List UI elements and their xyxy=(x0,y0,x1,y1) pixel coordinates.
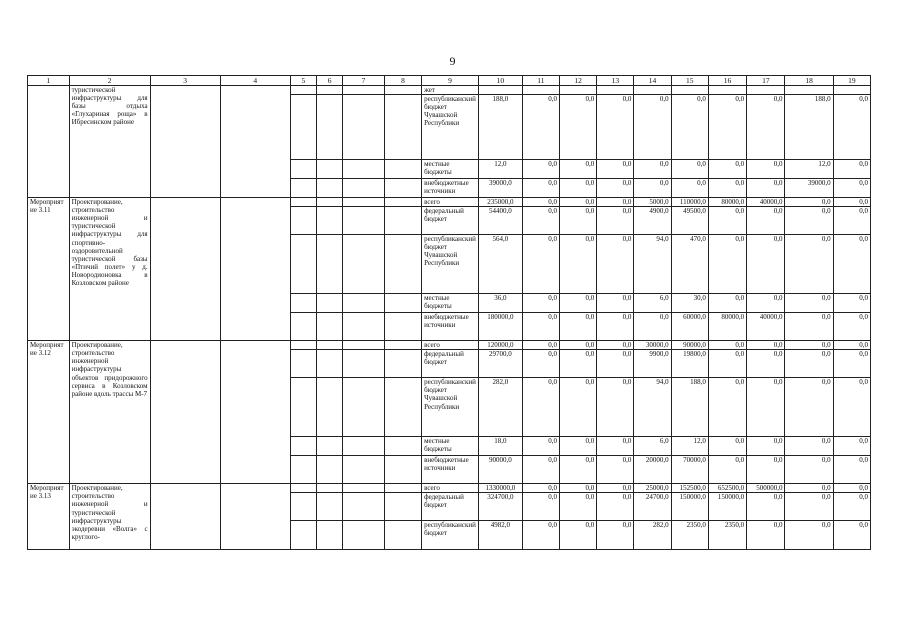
amount-cell: 324700,0 xyxy=(478,493,522,521)
code-cell xyxy=(290,207,316,235)
amount-cell: 90000,0 xyxy=(671,341,708,350)
funding-source: республиканский бюджет Чувашской Республики xyxy=(422,235,479,294)
column-3-cell xyxy=(150,341,220,484)
amount-cell: 0,0 xyxy=(747,378,785,437)
code-cell xyxy=(343,493,385,521)
amount-cell: 0,0 xyxy=(708,456,746,484)
amount-cell: 0,0 xyxy=(597,207,634,235)
amount-cell: 282,0 xyxy=(478,378,522,437)
budget-table xyxy=(27,75,871,550)
amount-cell: 18,0 xyxy=(478,437,522,456)
amount-cell xyxy=(634,86,671,95)
amount-cell: 0,0 xyxy=(597,456,634,484)
amount-cell: 0,0 xyxy=(747,294,785,313)
column-header: 7 xyxy=(343,76,385,86)
amount-cell: 70000,0 xyxy=(671,456,708,484)
amount-cell: 0,0 xyxy=(708,179,746,198)
amount-cell: 0,0 xyxy=(522,456,559,484)
code-cell xyxy=(290,160,316,179)
measure-code: Мероприятие 3.13 xyxy=(28,484,70,550)
measure-description: Проектирование, строительство инженерной и туристической инфраструктуры экодеревни «Волга» с круглого- xyxy=(69,484,150,550)
code-cell xyxy=(343,313,385,341)
code-cell xyxy=(384,378,421,437)
code-cell xyxy=(343,86,385,95)
code-cell xyxy=(343,484,385,493)
page-number: 9 xyxy=(449,54,456,68)
code-cell xyxy=(290,521,316,550)
code-cell xyxy=(384,437,421,456)
code-cell xyxy=(343,341,385,350)
amount-cell: 9900,0 xyxy=(634,350,671,378)
amount-cell: 54400,0 xyxy=(478,207,522,235)
funding-source: всего xyxy=(422,198,479,207)
column-4-cell xyxy=(220,198,290,341)
funding-source: внебюджетные источники xyxy=(422,313,479,341)
amount-cell: 0,0 xyxy=(785,378,833,437)
amount-cell: 0,0 xyxy=(597,95,634,160)
code-cell xyxy=(316,198,342,207)
column-header: 8 xyxy=(384,76,421,86)
code-cell xyxy=(290,484,316,493)
code-cell xyxy=(316,294,342,313)
amount-cell: 0,0 xyxy=(559,493,596,521)
amount-cell: 25000,0 xyxy=(634,484,671,493)
code-cell xyxy=(384,350,421,378)
amount-cell: 12,0 xyxy=(785,160,833,179)
table-row xyxy=(28,484,871,493)
code-cell xyxy=(343,235,385,294)
amount-cell: 0,0 xyxy=(747,235,785,294)
code-cell xyxy=(316,493,342,521)
amount-cell xyxy=(559,86,596,95)
column-header: 17 xyxy=(747,76,785,86)
amount-cell: 4982,0 xyxy=(478,521,522,550)
amount-cell: 0,0 xyxy=(522,198,559,207)
amount-cell: 0,0 xyxy=(747,179,785,198)
amount-cell: 0,0 xyxy=(634,179,671,198)
amount-cell: 80000,0 xyxy=(708,313,746,341)
amount-cell: 0,0 xyxy=(522,95,559,160)
amount-cell: 0,0 xyxy=(785,350,833,378)
amount-cell: 19800,0 xyxy=(671,350,708,378)
amount-cell: 0,0 xyxy=(833,493,870,521)
table-row xyxy=(28,86,871,95)
amount-cell: 0,0 xyxy=(785,198,833,207)
column-header: 12 xyxy=(559,76,596,86)
column-header: 2 xyxy=(69,76,150,86)
amount-cell: 0,0 xyxy=(597,198,634,207)
amount-cell: 0,0 xyxy=(833,456,870,484)
amount-cell: 188,0 xyxy=(671,378,708,437)
funding-source: местные бюджеты xyxy=(422,294,479,313)
amount-cell: 0,0 xyxy=(634,313,671,341)
amount-cell: 0,0 xyxy=(559,179,596,198)
column-header: 18 xyxy=(785,76,833,86)
amount-cell: 0,0 xyxy=(634,160,671,179)
amount-cell: 0,0 xyxy=(833,350,870,378)
amount-cell: 0,0 xyxy=(522,350,559,378)
amount-cell: 0,0 xyxy=(597,235,634,294)
table-row xyxy=(28,341,871,350)
amount-cell: 0,0 xyxy=(785,437,833,456)
amount-cell xyxy=(671,86,708,95)
code-cell xyxy=(316,313,342,341)
amount-cell: 0,0 xyxy=(671,179,708,198)
amount-cell: 80000,0 xyxy=(708,198,746,207)
amount-cell: 0,0 xyxy=(597,521,634,550)
code-cell xyxy=(384,235,421,294)
code-cell xyxy=(290,378,316,437)
column-4-cell xyxy=(220,86,290,198)
amount-cell: 0,0 xyxy=(597,437,634,456)
amount-cell: 12,0 xyxy=(478,160,522,179)
amount-cell: 0,0 xyxy=(671,160,708,179)
funding-source: республиканский бюджет Чувашской Республики xyxy=(422,95,479,160)
amount-cell: 0,0 xyxy=(747,456,785,484)
amount-cell: 0,0 xyxy=(747,437,785,456)
code-cell xyxy=(316,484,342,493)
column-header: 1 xyxy=(28,76,70,86)
amount-cell: 0,0 xyxy=(747,350,785,378)
code-cell xyxy=(290,493,316,521)
amount-cell: 0,0 xyxy=(597,493,634,521)
code-cell xyxy=(384,484,421,493)
amount-cell: 0,0 xyxy=(747,493,785,521)
amount-cell: 0,0 xyxy=(522,235,559,294)
column-header: 15 xyxy=(671,76,708,86)
amount-cell: 0,0 xyxy=(559,207,596,235)
amount-cell: 5000,0 xyxy=(634,198,671,207)
amount-cell: 2350,0 xyxy=(671,521,708,550)
amount-cell: 0,0 xyxy=(522,160,559,179)
amount-cell: 188,0 xyxy=(785,95,833,160)
amount-cell: 0,0 xyxy=(559,484,596,493)
amount-cell: 0,0 xyxy=(708,235,746,294)
amount-cell: 40000,0 xyxy=(747,198,785,207)
amount-cell: 564,0 xyxy=(478,235,522,294)
amount-cell: 0,0 xyxy=(747,95,785,160)
amount-cell: 0,0 xyxy=(785,207,833,235)
amount-cell: 0,0 xyxy=(559,378,596,437)
amount-cell xyxy=(747,86,785,95)
amount-cell: 6,0 xyxy=(634,294,671,313)
measure-description: туристической инфраструктуры для базы отдыха «Глухариная роща» в Ибресинском районе xyxy=(69,86,150,198)
amount-cell: 652500,0 xyxy=(708,484,746,493)
amount-cell: 0,0 xyxy=(597,341,634,350)
column-3-cell xyxy=(150,86,220,198)
amount-cell: 180000,0 xyxy=(478,313,522,341)
amount-cell xyxy=(522,86,559,95)
code-cell xyxy=(316,437,342,456)
column-header: 13 xyxy=(597,76,634,86)
column-header: 10 xyxy=(478,76,522,86)
funding-source: жет xyxy=(422,86,479,95)
code-cell xyxy=(316,341,342,350)
code-cell xyxy=(343,437,385,456)
amount-cell: 90000,0 xyxy=(478,456,522,484)
measure-description: Проектирование, строительство инженерной инфраструктуры объектов придорожного сервиса в Козловском районе вдоль трассы М-7 xyxy=(69,341,150,484)
column-3-cell xyxy=(150,484,220,550)
amount-cell: 0,0 xyxy=(833,294,870,313)
amount-cell: 0,0 xyxy=(597,378,634,437)
code-cell xyxy=(290,294,316,313)
code-cell xyxy=(290,313,316,341)
amount-cell: 282,0 xyxy=(634,521,671,550)
amount-cell: 0,0 xyxy=(559,95,596,160)
amount-cell: 0,0 xyxy=(522,437,559,456)
amount-cell: 6,0 xyxy=(634,437,671,456)
column-4-cell xyxy=(220,341,290,484)
amount-cell: 0,0 xyxy=(708,95,746,160)
amount-cell: 150000,0 xyxy=(671,493,708,521)
funding-source: республиканский бюджет xyxy=(422,521,479,550)
amount-cell: 0,0 xyxy=(785,484,833,493)
amount-cell: 36,0 xyxy=(478,294,522,313)
code-cell xyxy=(316,86,342,95)
code-cell xyxy=(384,313,421,341)
amount-cell: 0,0 xyxy=(833,179,870,198)
amount-cell: 188,0 xyxy=(478,95,522,160)
amount-cell: 0,0 xyxy=(833,341,870,350)
header-row xyxy=(28,76,871,86)
amount-cell: 0,0 xyxy=(708,294,746,313)
amount-cell: 0,0 xyxy=(708,160,746,179)
code-cell xyxy=(384,160,421,179)
amount-cell: 0,0 xyxy=(522,294,559,313)
amount-cell: 0,0 xyxy=(747,160,785,179)
amount-cell: 0,0 xyxy=(597,484,634,493)
code-cell xyxy=(316,378,342,437)
amount-cell: 40000,0 xyxy=(747,313,785,341)
amount-cell: 0,0 xyxy=(559,456,596,484)
amount-cell: 0,0 xyxy=(785,456,833,484)
amount-cell: 0,0 xyxy=(597,313,634,341)
code-cell xyxy=(290,437,316,456)
amount-cell: 0,0 xyxy=(597,350,634,378)
amount-cell: 0,0 xyxy=(559,198,596,207)
amount-cell: 500000,0 xyxy=(747,484,785,493)
funding-source: федеральный бюджет xyxy=(422,493,479,521)
amount-cell: 0,0 xyxy=(559,341,596,350)
column-4-cell xyxy=(220,484,290,550)
code-cell xyxy=(290,235,316,294)
amount-cell: 0,0 xyxy=(559,521,596,550)
funding-source: всего xyxy=(422,484,479,493)
amount-cell: 4900,0 xyxy=(634,207,671,235)
code-cell xyxy=(290,350,316,378)
measure-code xyxy=(28,86,70,198)
measure-description: Проектирование, строительство инженерной и туристической инфраструктуры для спортивно-оздоровительной туристической базы «Птичий полет» у д. Новородионовка в Козловском районе xyxy=(69,198,150,341)
amount-cell: 0,0 xyxy=(522,521,559,550)
code-cell xyxy=(384,95,421,160)
amount-cell: 39000,0 xyxy=(478,179,522,198)
code-cell xyxy=(343,207,385,235)
column-header: 16 xyxy=(708,76,746,86)
column-header: 5 xyxy=(290,76,316,86)
amount-cell: 0,0 xyxy=(747,207,785,235)
code-cell xyxy=(316,179,342,198)
funding-source: федеральный бюджет xyxy=(422,207,479,235)
amount-cell: 0,0 xyxy=(785,493,833,521)
code-cell xyxy=(290,86,316,95)
funding-source: местные бюджеты xyxy=(422,437,479,456)
column-header: 6 xyxy=(316,76,342,86)
amount-cell: 0,0 xyxy=(785,521,833,550)
amount-cell: 0,0 xyxy=(747,521,785,550)
code-cell xyxy=(384,521,421,550)
code-cell xyxy=(290,198,316,207)
amount-cell: 0,0 xyxy=(833,207,870,235)
funding-source: республиканский бюджет Чувашской Республики xyxy=(422,378,479,437)
amount-cell: 0,0 xyxy=(522,179,559,198)
amount-cell: 0,0 xyxy=(522,484,559,493)
code-cell xyxy=(343,179,385,198)
amount-cell: 0,0 xyxy=(522,378,559,437)
amount-cell: 0,0 xyxy=(597,160,634,179)
code-cell xyxy=(316,350,342,378)
code-cell xyxy=(290,341,316,350)
amount-cell: 0,0 xyxy=(785,313,833,341)
amount-cell xyxy=(785,86,833,95)
amount-cell: 30,0 xyxy=(671,294,708,313)
amount-cell: 94,0 xyxy=(634,235,671,294)
column-header: 19 xyxy=(833,76,870,86)
amount-cell: 0,0 xyxy=(559,160,596,179)
code-cell xyxy=(343,378,385,437)
amount-cell: 0,0 xyxy=(785,235,833,294)
table-row xyxy=(28,198,871,207)
amount-cell xyxy=(597,86,634,95)
code-cell xyxy=(316,160,342,179)
code-cell xyxy=(316,456,342,484)
amount-cell: 0,0 xyxy=(559,313,596,341)
amount-cell: 152500,0 xyxy=(671,484,708,493)
amount-cell: 0,0 xyxy=(522,207,559,235)
code-cell xyxy=(316,95,342,160)
code-cell xyxy=(384,456,421,484)
amount-cell xyxy=(478,86,522,95)
column-header: 9 xyxy=(422,76,479,86)
amount-cell: 120000,0 xyxy=(478,341,522,350)
amount-cell: 0,0 xyxy=(597,179,634,198)
code-cell xyxy=(343,95,385,160)
amount-cell: 24700,0 xyxy=(634,493,671,521)
amount-cell: 0,0 xyxy=(671,95,708,160)
code-cell xyxy=(343,521,385,550)
amount-cell xyxy=(833,86,870,95)
code-cell xyxy=(290,456,316,484)
code-cell xyxy=(343,294,385,313)
code-cell xyxy=(343,198,385,207)
amount-cell: 0,0 xyxy=(833,521,870,550)
amount-cell: 0,0 xyxy=(559,437,596,456)
amount-cell: 0,0 xyxy=(597,294,634,313)
amount-cell: 12,0 xyxy=(671,437,708,456)
code-cell xyxy=(343,456,385,484)
amount-cell: 0,0 xyxy=(833,313,870,341)
code-cell xyxy=(343,160,385,179)
amount-cell: 0,0 xyxy=(833,437,870,456)
amount-cell: 0,0 xyxy=(522,313,559,341)
amount-cell: 0,0 xyxy=(559,294,596,313)
amount-cell: 0,0 xyxy=(708,350,746,378)
amount-cell: 30000,0 xyxy=(634,341,671,350)
code-cell xyxy=(384,493,421,521)
column-3-cell xyxy=(150,198,220,341)
amount-cell: 49500,0 xyxy=(671,207,708,235)
amount-cell: 150000,0 xyxy=(708,493,746,521)
code-cell xyxy=(384,179,421,198)
amount-cell: 60000,0 xyxy=(671,313,708,341)
amount-cell: 0,0 xyxy=(522,341,559,350)
amount-cell: 2350,0 xyxy=(708,521,746,550)
amount-cell: 110000,0 xyxy=(671,198,708,207)
code-cell xyxy=(343,350,385,378)
amount-cell: 0,0 xyxy=(708,437,746,456)
column-header: 14 xyxy=(634,76,671,86)
amount-cell: 0,0 xyxy=(708,341,746,350)
amount-cell: 0,0 xyxy=(833,95,870,160)
amount-cell: 39000,0 xyxy=(785,179,833,198)
amount-cell: 0,0 xyxy=(522,493,559,521)
amount-cell: 0,0 xyxy=(708,378,746,437)
amount-cell: 0,0 xyxy=(559,350,596,378)
amount-cell: 470,0 xyxy=(671,235,708,294)
funding-source: внебюджетные источники xyxy=(422,456,479,484)
amount-cell: 0,0 xyxy=(559,235,596,294)
code-cell xyxy=(316,521,342,550)
amount-cell: 0,0 xyxy=(833,198,870,207)
code-cell xyxy=(384,86,421,95)
amount-cell: 0,0 xyxy=(634,95,671,160)
code-cell xyxy=(290,179,316,198)
amount-cell: 1330000,0 xyxy=(478,484,522,493)
funding-source: всего xyxy=(422,341,479,350)
amount-cell: 0,0 xyxy=(833,378,870,437)
amount-cell: 235000,0 xyxy=(478,198,522,207)
amount-cell: 29700,0 xyxy=(478,350,522,378)
amount-cell: 94,0 xyxy=(634,378,671,437)
amount-cell: 0,0 xyxy=(785,341,833,350)
code-cell xyxy=(290,95,316,160)
code-cell xyxy=(384,207,421,235)
column-header: 11 xyxy=(522,76,559,86)
code-cell xyxy=(384,341,421,350)
amount-cell: 20000,0 xyxy=(634,456,671,484)
amount-cell: 0,0 xyxy=(785,294,833,313)
funding-source: федеральный бюджет xyxy=(422,350,479,378)
amount-cell: 0,0 xyxy=(708,207,746,235)
code-cell xyxy=(316,235,342,294)
funding-source: местные бюджеты xyxy=(422,160,479,179)
column-header: 4 xyxy=(220,76,290,86)
amount-cell: 0,0 xyxy=(833,484,870,493)
amount-cell xyxy=(708,86,746,95)
code-cell xyxy=(316,207,342,235)
measure-code: Мероприятие 3.12 xyxy=(28,341,70,484)
amount-cell: 0,0 xyxy=(833,160,870,179)
funding-source: внебюджетные источники xyxy=(422,179,479,198)
amount-cell: 0,0 xyxy=(833,235,870,294)
amount-cell: 0,0 xyxy=(747,341,785,350)
column-header: 3 xyxy=(150,76,220,86)
code-cell xyxy=(384,294,421,313)
code-cell xyxy=(384,198,421,207)
measure-code: Мероприятие 3.11 xyxy=(28,198,70,341)
